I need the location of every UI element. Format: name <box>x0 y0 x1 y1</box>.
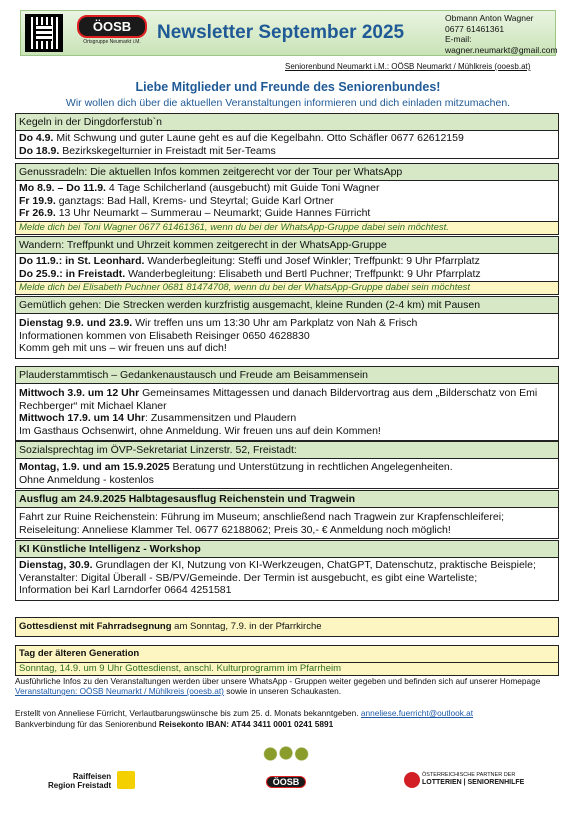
event-line <box>19 255 555 268</box>
section-heading: Sozialsprechtag im ÖVP-Sekretariat Linzerstr. 52, Freistadt: <box>16 442 558 459</box>
people-icon <box>260 746 312 766</box>
footer-text: sowie in unseren Schaukasten. <box>223 686 342 696</box>
info-line: Im Gasthaus Ochsenwirt, ohne Anmeldung. Wir freuen uns auf dein Kommen! <box>19 424 381 437</box>
event-date: Do 11.9.: in St. Leonhard. <box>19 255 145 267</box>
event-text: 13 Uhr Neumarkt – Summerau – Neumarkt; Guide Hannes Fürricht <box>55 207 371 219</box>
info-line: Informationen kommen von Elisabeth Reisinger 0650 4628830 <box>19 329 310 342</box>
lotterien-top: ÖSTERREICHISCHE PARTNER DER <box>422 772 516 778</box>
event-date: Do 18.9. <box>19 144 60 157</box>
seniorenbund-link[interactable]: Seniorenbund Neumarkt i.M.: OÖSB Neumarkt / Mühlkreis (ooesb.at) <box>285 62 531 71</box>
lotterien-name: LOTTERIEN | SENIORENHILFE <box>422 779 525 786</box>
section-heading: Plauderstammtisch – Gedankenaustausch und Freude am Beisammensein <box>16 367 558 384</box>
event-text: : Zusammensitzen und Plaudern <box>145 412 297 424</box>
event-date: Dienstag 9.9. und 23.9. <box>19 317 133 329</box>
iban: Reisekonto IBAN: AT44 3411 0001 0241 5891 <box>158 719 334 729</box>
event-date: Fr 19.9. <box>19 194 56 207</box>
lotterien-logo <box>422 772 524 786</box>
event-line <box>19 132 555 145</box>
footer-text: Erstellt von Anneliese Fürricht, Verlautbarungswünsche bis zum 25. d. Monats bekanntgeben. <box>15 708 361 718</box>
event-date: Mittwoch 3.9. um 12 Uhr <box>19 387 140 399</box>
section-body <box>16 459 558 488</box>
section-body <box>16 314 558 358</box>
event-date: Montag, 1.9. und am 15.9.2025 <box>19 461 170 473</box>
event-text: Grundlagen der KI, Nutzung von KI-Werkzeugen, ChatGPT, Datenschutz, praktische Beispiele; <box>92 559 536 571</box>
oosb-logo <box>77 15 147 53</box>
section-body <box>16 254 558 281</box>
section-heading: KI Künstliche Intelligenz - Workshop <box>16 541 558 558</box>
section-body <box>16 181 558 221</box>
whatsapp-note: Melde dich bei Toni Wagner 0677 61461361, wenn du bei der WhatsApp-Gruppe dabei sein möchtest. <box>19 221 449 233</box>
section-tag-aelteren-generation <box>15 645 559 676</box>
info-line: Ohne Anmeldung - kostenlos <box>19 473 154 486</box>
section-heading: Wandern: Treffpunkt und Uhrzeit kommen zeitgerecht in der WhatsApp-Gruppe <box>16 237 558 254</box>
event-date: Mittwoch 17.9. um 14 Uhr <box>19 412 146 424</box>
section-heading: Genussradeln: Die aktuellen Infos kommen zeitgerecht vor der Tour per WhatsApp <box>16 164 558 181</box>
footer-info <box>15 676 561 696</box>
center-logo <box>250 746 322 796</box>
event-date: Do 4.9. <box>19 132 54 144</box>
newsletter-title: Newsletter September 2025 <box>157 22 405 43</box>
footer-text: Bankverbindung für das Seniorenbund <box>15 719 159 729</box>
section-ki-workshop <box>15 540 559 601</box>
event-text: Beratung und Unterstützung in rechtlichen Angelegenheiten. <box>169 461 453 473</box>
center-logo-text: ÖOSB <box>266 776 306 788</box>
footer-text: Ausführliche Infos zu den Veranstaltungen werden über unsere WhatsApp - Gruppen weiter gegeben und befinden sich auf unserer Homepage <box>15 676 541 686</box>
heading-title: Gottesdienst mit Fahrradsegnung <box>19 621 172 632</box>
contact-phone: 0677 61461361 <box>445 23 505 34</box>
section-body <box>16 508 558 538</box>
section-sozialsprechtag <box>15 441 559 489</box>
section-body <box>16 131 558 158</box>
raiffeisen-region: Region Freistadt <box>48 781 112 790</box>
logo-text: ÖOSB <box>77 15 147 38</box>
info-line: Fahrt zur Ruine Reichenstein: Führung im Museum; anschließend nach Tragwein zur Krapfenschleiferei; <box>19 511 504 523</box>
event-text: Gemeinsames Mittagessen und danach Bildervortrag aus dem „Bilderschatz von Emi Rechberger“ mit Michael Klaner <box>19 387 538 412</box>
section-body <box>16 558 558 600</box>
section-heading: Ausflug am 24.9.2025 Halbtagesausflug Reichenstein und Tragwein <box>16 491 558 508</box>
contact-block <box>445 13 558 55</box>
event-line <box>19 195 555 208</box>
info-line: Information bei Karl Larndorfer 0664 4251581 <box>19 584 232 596</box>
contact-email-label: E-mail: <box>445 34 472 44</box>
section-heading: Gemütlich gehen: Die Strecken werden kurzfristig ausgemacht, kleine Runden (2-4 km) mit Pausen <box>16 297 558 314</box>
event-date: Mo 8.9. – Do 11.9. <box>19 182 106 194</box>
footer-credits <box>15 708 561 718</box>
greeting: Liebe Mitglieder und Freunde des Seniorenbundes! <box>135 80 441 94</box>
footer-bank <box>15 719 561 729</box>
event-text: ganztags: Bad Hall, Krems- und Steyrtal; Guide Karl Ortner <box>55 194 334 207</box>
section-heading: Kegeln in der Dingdorferstub`n <box>16 114 558 131</box>
event-text: Bezirkskegelturnier in Freistadt mit 5er-Teams <box>59 144 276 157</box>
section-genussradeln <box>15 163 559 235</box>
event-date: Dienstag, 30.9. <box>19 559 93 571</box>
homepage-link[interactable]: Veranstaltungen: OÖSB Neumarkt / Mühlkreis (ooesb.at) <box>15 686 224 696</box>
event-text: Mit Schwung und guter Laune geht es auf die Kegelbahn. Otto Schäfler 0677 62612159 <box>53 132 464 144</box>
raiffeisen-icon <box>117 771 135 789</box>
event-detail: Sonntag, 14.9. um 9 Uhr Gottesdienst, anschl. Kulturprogramm im Pfarrheim <box>19 663 342 674</box>
section-plauderstammtisch <box>15 366 559 441</box>
heading-detail: am Sonntag, 7.9. in der Pfarrkirche <box>171 621 322 632</box>
event-line <box>19 268 555 281</box>
intro-text: Wir wollen dich über die aktuellen Veranstaltungen informieren und dich einladen mitzumachen. <box>65 97 511 109</box>
section-wandern <box>15 236 559 295</box>
event-text: 4 Tage Schilcherland (ausgebucht) mit Guide Toni Wagner <box>105 182 380 194</box>
event-date: Fr 26.9. <box>19 207 56 219</box>
event-line <box>19 207 555 220</box>
raiffeisen-logo <box>48 772 111 790</box>
lotterien-icon <box>404 772 420 788</box>
section-heading <box>16 618 558 636</box>
whatsapp-note: Melde dich bei Elisabeth Puchner 0681 81474708, wenn du bei der WhatsApp-Gruppe dabei sein möchtest <box>19 282 471 293</box>
qr-code-icon[interactable] <box>25 14 63 52</box>
info-line: Reiseleitung: Anneliese Klammer Tel. 0677 62188062; Preis 30,- € Anmeldung noch möglich! <box>19 523 451 536</box>
section-heading: Tag der älteren Generation <box>16 646 558 663</box>
section-gottesdienst <box>15 617 559 637</box>
event-text: Wanderbegleitung: Elisabeth und Bertl Puchner; Treffpunkt: 9 Uhr Pfarrplatz <box>125 267 481 280</box>
event-line <box>19 182 555 195</box>
logo-subtext: Ortsgruppe Neumarkt i.M. <box>83 39 141 45</box>
info-line: Veranstalter: Digital Überall - SB/PV/Gemeinde. Der Termin ist ausgebucht, es gibt eine Warteliste; <box>19 571 478 584</box>
event-text: Wanderbegleitung: Steffi und Josef Winkler; Treffpunkt: 9 Uhr Pfarrplatz <box>144 255 480 267</box>
newsletter-header <box>20 10 556 56</box>
event-line <box>19 145 555 158</box>
contact-name: Obmann Anton Wagner <box>445 13 534 23</box>
event-date: Do 25.9.: in Freistadt. <box>19 267 126 280</box>
contact-email[interactable]: wagner.neumarkt@gmail.com <box>445 44 558 55</box>
section-kegeln <box>15 113 559 159</box>
section-ausflug <box>15 490 559 539</box>
section-gemuetlich-gehen <box>15 296 559 359</box>
section-body <box>16 384 558 440</box>
event-text: Wir treffen uns um 13:30 Uhr am Parkplatz von Nah & Frisch <box>132 317 418 329</box>
raiffeisen-name: Raiffeisen <box>72 772 112 781</box>
email-link[interactable]: anneliese.fuerricht@outlook.at <box>360 708 474 718</box>
info-line: Komm geh mit uns – wir freuen uns auf dich! <box>19 342 227 354</box>
